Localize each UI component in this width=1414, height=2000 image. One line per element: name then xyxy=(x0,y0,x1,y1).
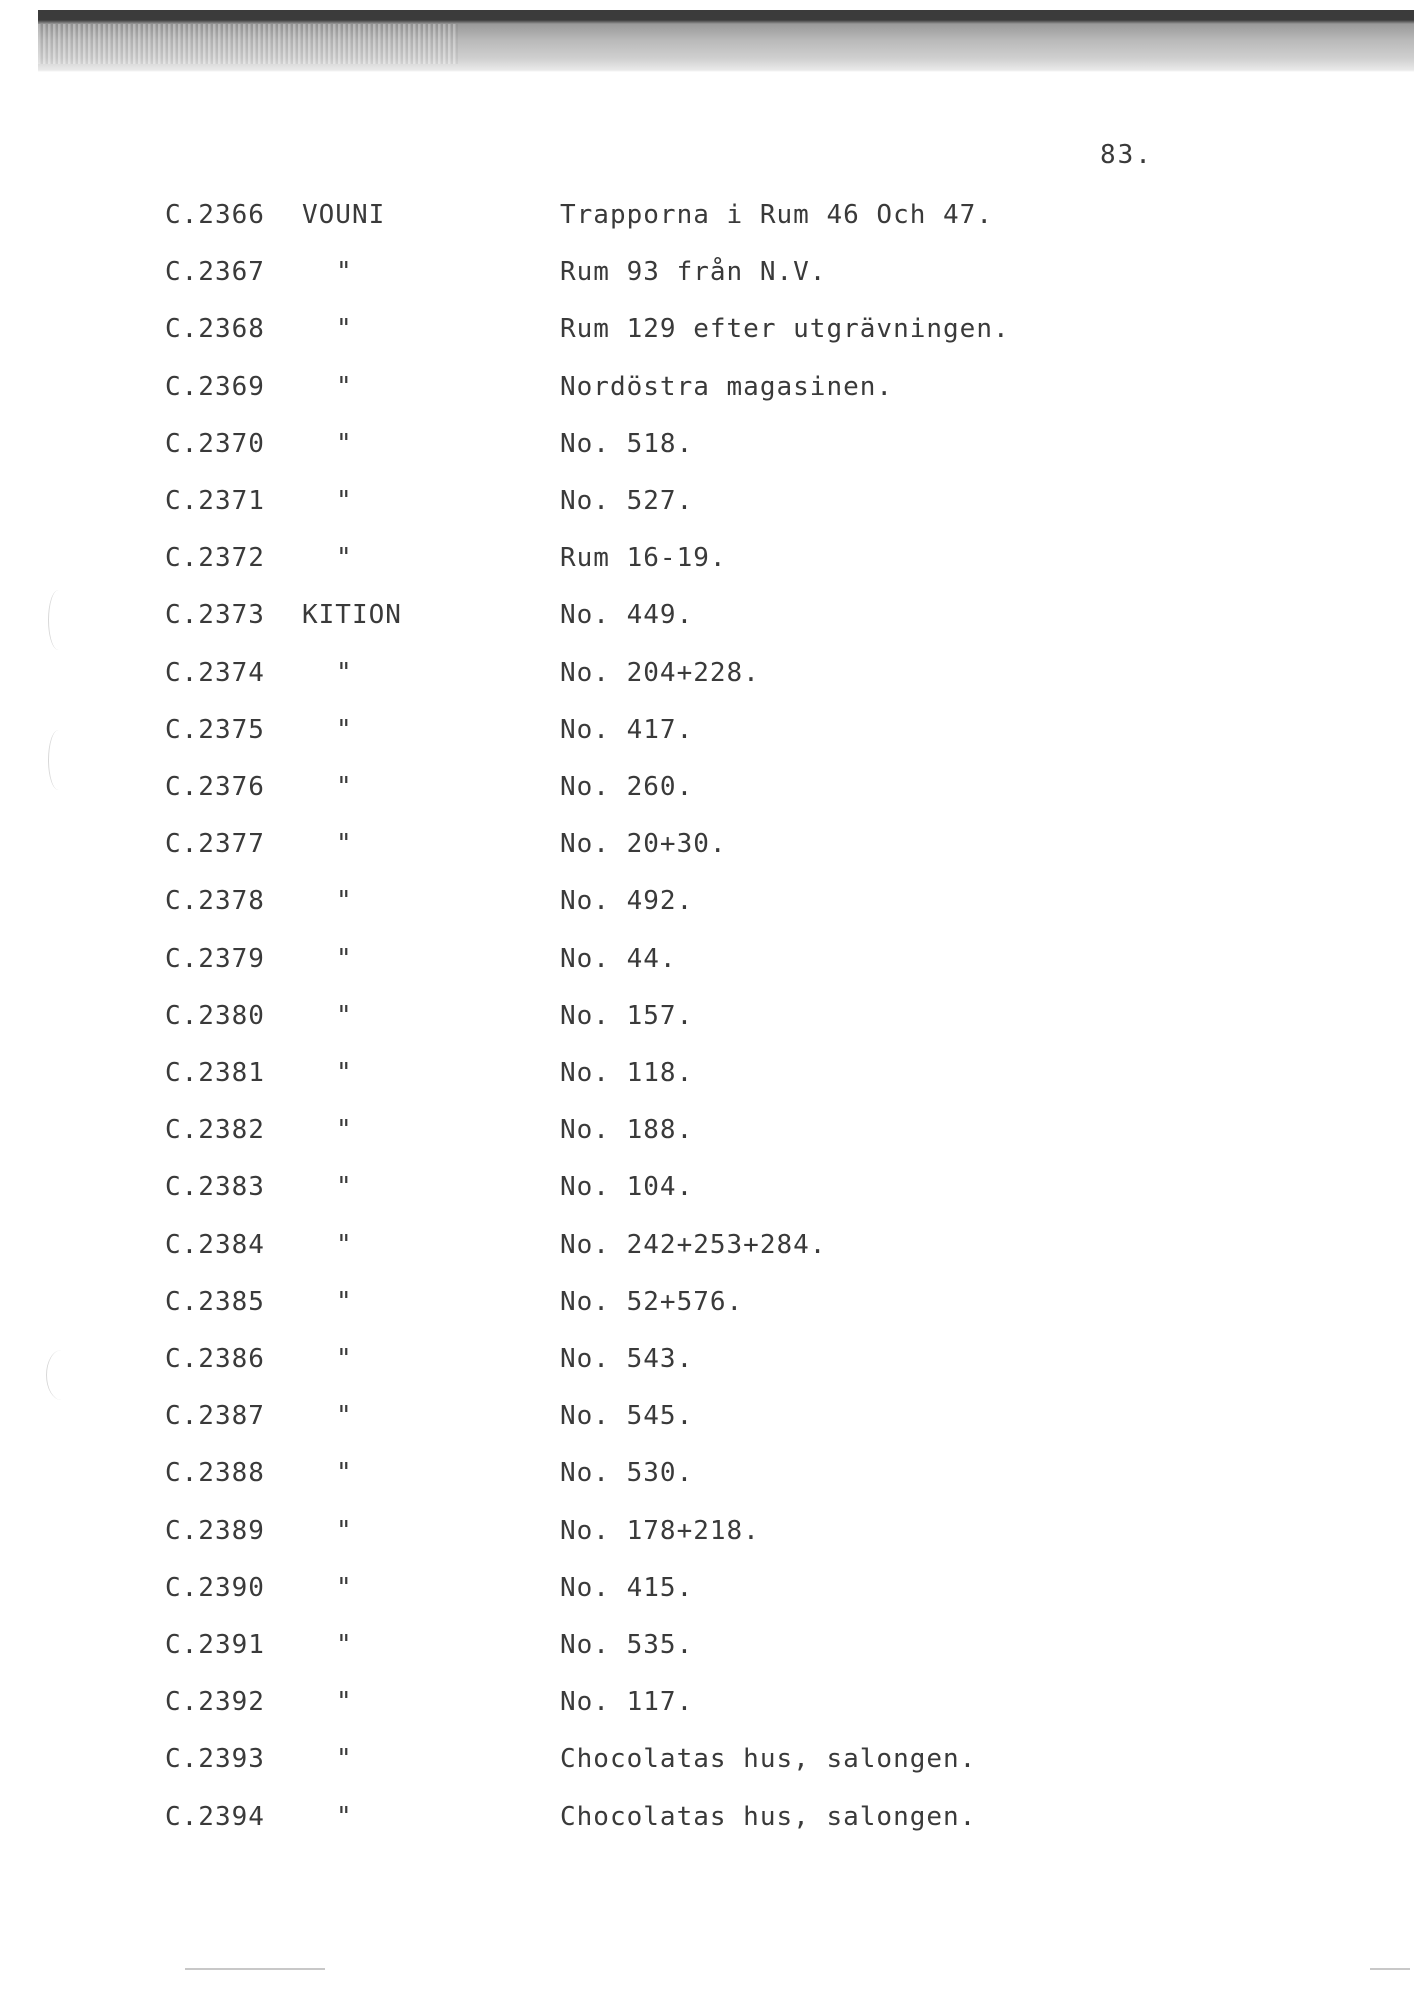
catalog-entry xyxy=(0,1001,1414,1041)
catalog-entry xyxy=(0,200,1414,240)
scan-noise xyxy=(38,24,458,64)
entry-description: Rum 93 från N.V. xyxy=(560,257,827,288)
ditto-mark: " xyxy=(336,371,353,402)
ditto-mark: " xyxy=(336,886,353,917)
catalog-number: C.2393 xyxy=(165,1744,265,1775)
entry-description: No. 178+218. xyxy=(560,1515,760,1546)
entry-description: No. 242+253+284. xyxy=(560,1229,827,1260)
catalog-number: C.2384 xyxy=(165,1229,265,1260)
ditto-mark: " xyxy=(336,1115,353,1146)
ditto-mark: " xyxy=(336,1744,353,1775)
catalog-entry xyxy=(0,944,1414,984)
page-number: 83. xyxy=(1100,140,1153,170)
catalog-number: C.2366 xyxy=(165,200,265,230)
catalog-entry xyxy=(0,1687,1414,1727)
catalog-number: C.2387 xyxy=(165,1401,265,1432)
catalog-entry xyxy=(0,543,1414,583)
catalog-number: C.2371 xyxy=(165,486,265,516)
ditto-mark: " xyxy=(336,657,353,688)
ditto-mark: " xyxy=(336,1286,353,1317)
catalog-entry xyxy=(0,1573,1414,1613)
entry-description: No. 535. xyxy=(560,1630,694,1660)
entry-description: No. 527. xyxy=(560,486,694,516)
catalog-number: C.2383 xyxy=(165,1172,265,1203)
entry-description: No. 545. xyxy=(560,1401,694,1432)
catalog-number: C.2389 xyxy=(165,1515,265,1546)
ditto-mark: " xyxy=(336,257,353,288)
catalog-entry xyxy=(0,1287,1414,1327)
ditto-mark: " xyxy=(336,1058,353,1088)
catalog-entry xyxy=(0,1115,1414,1155)
site-name: VOUNI xyxy=(302,200,386,230)
catalog-entry xyxy=(0,1344,1414,1384)
catalog-entry xyxy=(0,886,1414,926)
ditto-mark: " xyxy=(336,1687,353,1718)
catalog-entry xyxy=(0,829,1414,869)
catalog-number: C.2379 xyxy=(165,943,265,974)
entry-description: No. 188. xyxy=(560,1115,694,1146)
catalog-number: C.2392 xyxy=(165,1687,265,1718)
catalog-number: C.2373 xyxy=(165,600,265,631)
ditto-mark: " xyxy=(336,1172,353,1203)
catalog-number: C.2370 xyxy=(165,428,265,459)
entry-description: Chocolatas hus, salongen. xyxy=(560,1744,977,1775)
entry-description: No. 204+228. xyxy=(560,657,760,688)
entry-description: No. 44. xyxy=(560,943,677,974)
catalog-entry xyxy=(0,715,1414,755)
ditto-mark: " xyxy=(336,543,353,574)
catalog-entry xyxy=(0,658,1414,698)
entry-description: No. 260. xyxy=(560,772,694,802)
catalog-number: C.2386 xyxy=(165,1344,265,1374)
catalog-entry xyxy=(0,314,1414,354)
entry-description: No. 415. xyxy=(560,1572,694,1603)
catalog-number: C.2391 xyxy=(165,1630,265,1660)
catalog-entry xyxy=(0,1058,1414,1098)
catalog-entry xyxy=(0,1630,1414,1670)
entry-description: No. 492. xyxy=(560,886,694,917)
catalog-entry xyxy=(0,600,1414,640)
ditto-mark: " xyxy=(336,772,353,802)
catalog-number: C.2374 xyxy=(165,657,265,688)
catalog-entry xyxy=(0,257,1414,297)
catalog-number: C.2385 xyxy=(165,1286,265,1317)
catalog-number: C.2376 xyxy=(165,772,265,802)
entry-description: No. 417. xyxy=(560,714,694,745)
ditto-mark: " xyxy=(336,1572,353,1603)
bottom-scan-line xyxy=(1370,1968,1410,1970)
catalog-number: C.2367 xyxy=(165,257,265,288)
ditto-mark: " xyxy=(336,428,353,459)
ditto-mark: " xyxy=(336,1000,353,1031)
ditto-mark: " xyxy=(336,943,353,974)
ditto-mark: " xyxy=(336,1229,353,1260)
ditto-mark: " xyxy=(336,829,353,860)
catalog-number: C.2380 xyxy=(165,1000,265,1031)
catalog-number: C.2377 xyxy=(165,829,265,860)
entry-description: Nordöstra magasinen. xyxy=(560,371,894,402)
catalog-entry xyxy=(0,1401,1414,1441)
bottom-scan-line xyxy=(185,1968,325,1970)
ditto-mark: " xyxy=(336,1344,353,1374)
catalog-entry xyxy=(0,1744,1414,1784)
entry-description: Trapporna i Rum 46 Och 47. xyxy=(560,200,993,230)
entry-description: Chocolatas hus, salongen. xyxy=(560,1801,977,1832)
ditto-mark: " xyxy=(336,486,353,516)
catalog-entry xyxy=(0,772,1414,812)
ditto-mark: " xyxy=(336,1515,353,1546)
ditto-mark: " xyxy=(336,714,353,745)
catalog-number: C.2369 xyxy=(165,371,265,402)
catalog-entry xyxy=(0,1802,1414,1842)
catalog-number: C.2394 xyxy=(165,1801,265,1832)
catalog-entry xyxy=(0,1230,1414,1270)
entry-description: No. 543. xyxy=(560,1344,694,1374)
ditto-mark: " xyxy=(336,1458,353,1489)
entry-description: No. 118. xyxy=(560,1058,694,1088)
entry-description: No. 518. xyxy=(560,428,694,459)
entry-description: Rum 16-19. xyxy=(560,543,727,574)
entry-description: No. 20+30. xyxy=(560,829,727,860)
catalog-entry xyxy=(0,429,1414,469)
catalog-entry xyxy=(0,1516,1414,1556)
catalog-number: C.2372 xyxy=(165,543,265,574)
entry-description: No. 104. xyxy=(560,1172,694,1203)
catalog-entry xyxy=(0,486,1414,526)
entry-description: No. 449. xyxy=(560,600,694,631)
entry-description: Rum 129 efter utgrävningen. xyxy=(560,314,1010,345)
catalog-number: C.2382 xyxy=(165,1115,265,1146)
catalog-number: C.2381 xyxy=(165,1058,265,1088)
catalog-entry xyxy=(0,372,1414,412)
catalog-number: C.2390 xyxy=(165,1572,265,1603)
ditto-mark: " xyxy=(336,1630,353,1660)
site-name: KITION xyxy=(302,600,402,631)
catalog-number: C.2375 xyxy=(165,714,265,745)
catalog-entry xyxy=(0,1458,1414,1498)
ditto-mark: " xyxy=(336,1801,353,1832)
entry-description: No. 530. xyxy=(560,1458,694,1489)
catalog-number: C.2368 xyxy=(165,314,265,345)
entry-description: No. 52+576. xyxy=(560,1286,744,1317)
catalog-number: C.2378 xyxy=(165,886,265,917)
catalog-entry xyxy=(0,1172,1414,1212)
ditto-mark: " xyxy=(336,1401,353,1432)
catalog-number: C.2388 xyxy=(165,1458,265,1489)
entry-description: No. 157. xyxy=(560,1000,694,1031)
entry-description: No. 117. xyxy=(560,1687,694,1718)
ditto-mark: " xyxy=(336,314,353,345)
